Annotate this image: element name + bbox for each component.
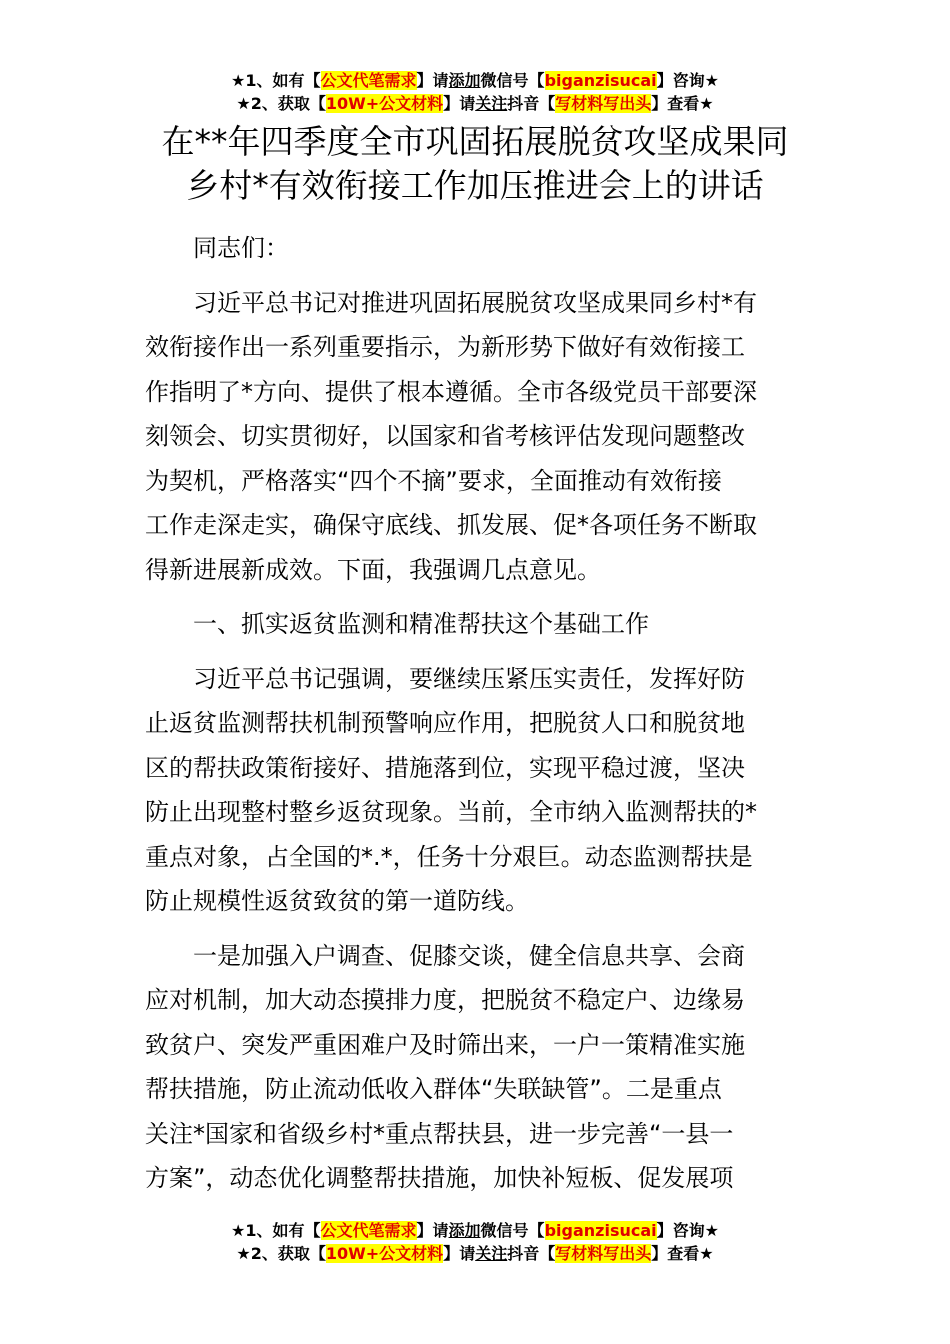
banner-line-1 [0,69,950,92]
paragraph-line: 为契机，严格落实“四个不摘”要求，全面推动有效衔接 [145,466,722,495]
greeting [145,226,810,271]
banner-highlight: 10W+公文材料 [325,1244,444,1263]
paragraph-line: 应对机制，加大动态摸排力度，把脱贫不稳定户、边缘易 [145,986,745,1014]
paragraph-line: 得新进展新成效。下面，我强调几点意见。 [145,555,601,584]
greeting-text: 同志们： [193,234,289,262]
banner-underline-text: 关注 [475,94,508,113]
banner-text: 抖音【 [507,94,556,113]
banner-text: 】请 [416,71,449,90]
banner-highlight: biganzisucai [544,1221,657,1240]
banner-text: 】请 [443,1244,476,1263]
header-banner [0,69,950,115]
paragraph [145,934,810,1201]
document-title [100,120,850,208]
banner-text: 】咨询★ [656,71,719,90]
banner-text: 】请 [443,94,476,113]
banner-text: ★2、获取【 [236,94,326,113]
paragraph-line: 防止出现整村整乡返贫现象。当前，全市纳入监测帮扶的* [145,798,757,826]
paragraph-line: 区的帮扶政策衔接好、措施落到位，实现平稳过渡，坚决 [145,753,745,782]
paragraph-line: 习近平总书记对推进巩固拓展脱贫攻坚成果同乡村*有 [193,288,757,317]
banner-text: 】请 [416,1221,449,1240]
banner-text: 】查看★ [651,94,714,113]
banner-line-1 [0,1219,950,1242]
paragraph-line: 效衔接作出一系列重要指示，为新形势下做好有效衔接工 [145,333,745,361]
banner-highlight: 10W+公文材料 [325,94,444,113]
banner-underline-text: 关注 [475,1244,508,1263]
banner-text: ★1、如有【 [231,1221,321,1240]
title-line: 乡村*有效衔接工作加压推进会上的讲话 [186,166,764,205]
paragraph-line: 关注*国家和省级乡村*重点帮扶县，进一步完善“一县一 [145,1119,734,1148]
paragraph-line: 工作走深走实，确保守底线、抓发展、促*各项任务不断取 [145,511,757,539]
paragraph-line: 重点对象，占全国的*.*，任务十分艰巨。动态监测帮扶是 [145,842,753,871]
banner-highlight: biganzisucai [544,71,657,90]
banner-highlight: 公文代笔需求 [320,71,417,90]
section-heading-text: 一、抓实返贫监测和精准帮扶这个基础工作 [193,610,649,638]
paragraph-line: 刻领会、切实贯彻好，以国家和省考核评估发现问题整改 [145,422,745,450]
paragraph-line: 防止规模性返贫致贫的第一道防线。 [145,887,529,915]
paragraph-line: 止返贫监测帮扶机制预警响应作用，把脱贫人口和脱贫地 [145,709,745,737]
paragraph-line: 帮扶措施，防止流动低收入群体“失联缺管”。二是重点 [145,1075,722,1103]
paragraph-line: 一是加强入户调查、促膝交谈，健全信息共享、会商 [193,941,745,970]
banner-highlight: 写材料写出头 [555,94,652,113]
document-body [145,226,810,1211]
banner-highlight: 公文代笔需求 [320,1221,417,1240]
paragraph [145,281,810,593]
banner-text: 】咨询★ [656,1221,719,1240]
banner-text: ★1、如有【 [231,71,321,90]
paragraph-line: 作指明了*方向、提供了根本遵循。全市各级党员干部要深 [145,377,757,406]
banner-text: 抖音【 [507,1244,556,1263]
paragraph [145,657,810,924]
banner-underline-text: 添加 [448,71,481,90]
banner-line-2 [0,92,950,115]
paragraph-line: 致贫户、突发严重困难户及时筛出来，一户一策精准实施 [145,1030,745,1059]
banner-highlight: 写材料写出头 [555,1244,652,1263]
banner-line-2 [0,1242,950,1265]
footer-banner [0,1219,950,1265]
title-line: 在**年四季度全市巩固拓展脱贫攻坚成果同 [161,122,789,161]
section-heading [145,602,810,647]
banner-underline-text: 添加 [448,1221,481,1240]
paragraph-line: 方案”，动态优化调整帮扶措施，加快补短板、促发展项 [145,1164,734,1192]
banner-text: 】查看★ [651,1244,714,1263]
banner-text: ★2、获取【 [236,1244,326,1263]
banner-text: 微信号【 [480,71,545,90]
banner-text: 微信号【 [480,1221,545,1240]
paragraph-line: 习近平总书记强调，要继续压紧压实责任，发挥好防 [193,664,745,693]
